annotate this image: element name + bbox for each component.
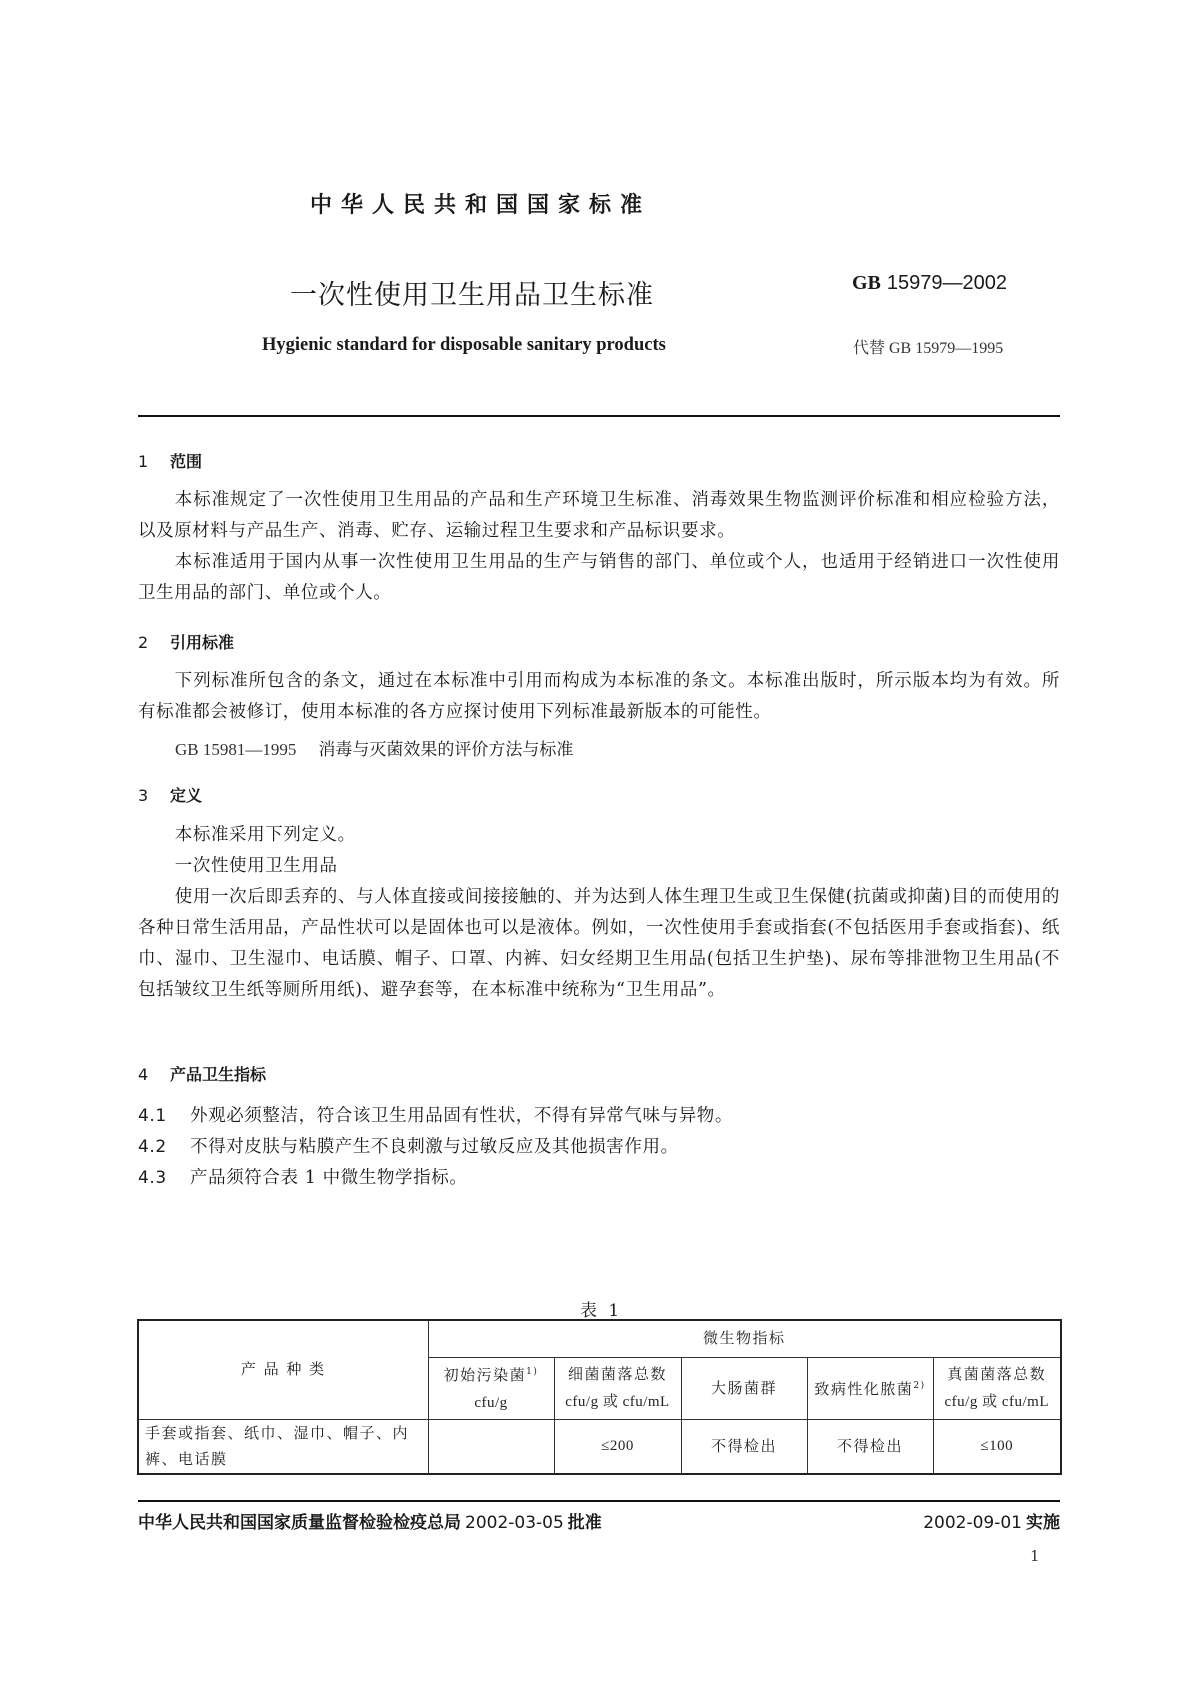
definition-paragraph: 使用一次后即丢弃的、与人体直接或间接接触的、并为达到人体生理卫生或卫生保健(抗菌或抑菌)目的而使用的各种日常生活用品，产品性状可以是固体也可以是液体。例如，一次性使用手套或指套(不包括医用手套或指套)、纸巾、湿巾、卫生湿巾、电话膜、帽子、口罩、内裤、妇女经期卫生用品(包括卫生护垫)、尿布等排泄物卫生用品(不包括皱纹卫生纸等厕所用纸)、避孕套等，在本标准中统称为“卫生用品”。 (138, 887, 1060, 1000)
section-title: 定义 (170, 786, 203, 805)
section-heading-2 (138, 630, 234, 653)
column-header-fungal-count: 真菌菌落总数 cfu/g 或 cfu/mL (933, 1357, 1061, 1419)
effective-date: 2002-09-01 (923, 1513, 1022, 1533)
column-header-bacterial-count: 细菌菌落总数 cfu/g 或 cfu/mL (554, 1357, 681, 1419)
clause-number: 4.3 (138, 1168, 167, 1188)
value-cell: ≤200 (554, 1419, 681, 1474)
document-title-cn: 一次性使用卫生用品卫生标准 (290, 280, 654, 311)
table-caption: 表 1 (580, 1301, 623, 1321)
value-cell (428, 1419, 554, 1474)
section-number: 2 (138, 633, 149, 652)
page-number: 1 (1030, 1547, 1040, 1565)
footnote-marker: 1) (526, 1367, 539, 1377)
reference-code: GB 15981—1995 (175, 740, 297, 759)
paragraph: 本标准适用于国内从事一次性使用卫生用品的生产与销售的部门、单位或个人，也适用于经销进口一次性使用卫生用品的部门、单位或个人。 (138, 552, 1060, 603)
clause-text: 产品须符合表 1 中微生物学指标。 (190, 1168, 468, 1188)
section-heading-3 (138, 783, 202, 806)
issuer-title: 中华人民共和国国家标准 (310, 193, 652, 218)
clause-text: 不得对皮肤与粘膜产生不良刺激与过敏反应及其他损害作用。 (190, 1137, 679, 1157)
section-number: 3 (138, 786, 149, 805)
approval-label: 批准 (567, 1513, 602, 1533)
table-row (138, 1419, 1061, 1474)
clause-text: 外观必须整洁，符合该卫生用品固有性状，不得有异常气味与异物。 (190, 1106, 733, 1126)
effective-line (900, 1508, 1060, 1533)
column-header-coliforms: 大肠菌群 (681, 1357, 807, 1419)
clause-4-3 (138, 1164, 467, 1189)
standard-prefix: GB (852, 272, 881, 294)
microbial-indicator-table (137, 1319, 1062, 1475)
section-number: 1 (138, 452, 149, 471)
product-type-cell: 手套或指套、纸巾、湿巾、帽子、内裤、电话膜 (138, 1419, 428, 1474)
paragraph: 下列标准所包含的条文，通过在本标准中引用而构成为本标准的条文。本标准出版时，所示版本均为有效。所有标准都会被修订，使用本标准的各方应探讨使用下列标准最新版本的可能性。 (138, 671, 1060, 722)
approving-authority: 中华人民共和国国家质量监督检验检疫总局 (138, 1513, 461, 1533)
standard-code: 15979—2002 (886, 272, 1008, 294)
effective-label: 实施 (1026, 1513, 1060, 1533)
value-cell: ≤100 (933, 1419, 1061, 1474)
section-title: 引用标准 (170, 633, 235, 652)
defined-term: 一次性使用卫生用品 (174, 856, 338, 876)
value-cell: 不得检出 (681, 1419, 807, 1474)
section-title: 产品卫生指标 (170, 1065, 267, 1084)
footnote-marker: 2) (913, 1381, 926, 1391)
reference-item (175, 735, 573, 760)
paragraph: 本标准采用下列定义。 (174, 825, 356, 845)
paragraph: 本标准规定了一次性使用卫生用品的产品和生产环境卫生标准、消毒效果生物监测评价标准和相应检验方法，以及原材料与产品生产、消毒、贮存、运输过程卫生要求和产品标识要求。 (138, 490, 1060, 541)
section-title: 范围 (170, 452, 203, 471)
standard-number (852, 272, 1007, 295)
column-unit: cfu/g 或 cfu/mL (944, 1393, 1049, 1410)
microbial-indicator-header: 微生物指标 (428, 1320, 1061, 1357)
section-heading-1 (138, 449, 202, 472)
clause-4-2 (138, 1133, 679, 1158)
column-header-initial-contamination: 初始污染菌$^{1)}$ cfu/g (428, 1357, 554, 1419)
reference-title: 消毒与灭菌效果的评价方法与标准 (318, 740, 574, 760)
replaces-standard: 代替 GB 15979—1995 (853, 340, 1004, 357)
product-type-header: 产 品 种 类 (138, 1320, 428, 1419)
section-heading-4 (138, 1062, 266, 1085)
header-divider (138, 415, 1060, 417)
approval-line (138, 1508, 602, 1533)
clause-4-1 (138, 1102, 733, 1127)
footer-divider (138, 1500, 1060, 1502)
column-unit: cfu/g (474, 1395, 508, 1411)
section-number: 4 (138, 1065, 149, 1084)
clause-number: 4.2 (138, 1137, 167, 1157)
approval-date: 2002-03-05 (465, 1513, 564, 1533)
column-unit: cfu/g 或 cfu/mL (565, 1393, 670, 1410)
clause-number: 4.1 (138, 1106, 167, 1126)
column-header-pyogenic-bacteria: 致病性化脓菌$^{2)}$ (807, 1357, 933, 1419)
value-cell: 不得检出 (807, 1419, 933, 1474)
document-title-en: Hygienic standard for disposable sanitary products (262, 335, 666, 355)
